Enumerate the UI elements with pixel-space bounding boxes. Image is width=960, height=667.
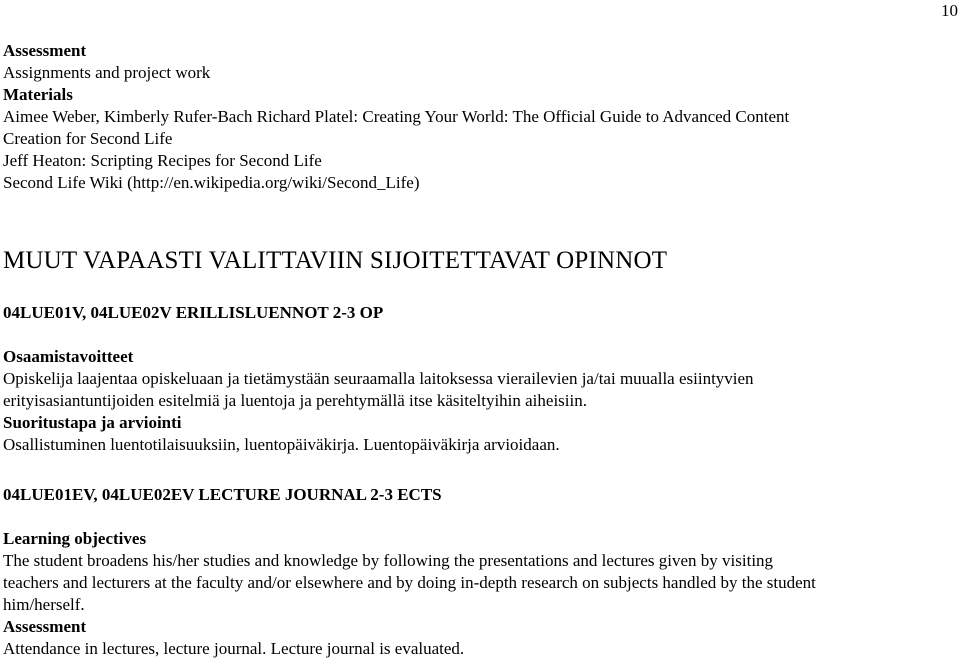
- course-fi-section: [3, 346, 954, 456]
- main-heading: MUUT VAPAASTI VALITTAVIIN SIJOITETTAVAT OPINNOT: [3, 247, 668, 274]
- course-fi-assessment-heading: Suoritustapa ja arviointi: [3, 413, 182, 432]
- previous-course-section: [3, 40, 954, 194]
- course-fi-objectives-line: Opiskelija laajentaa opiskeluaan ja tietämystään seuraamalla laitoksessa vierailevien ja/tai muualla esiintyvien: [3, 369, 754, 388]
- course-en-assessment-heading: Assessment: [3, 617, 87, 636]
- course-en-objectives-line: him/herself.: [3, 595, 85, 614]
- course-fi-objectives-line: erityisasiantuntijoiden esitelmiä ja luentoja ja perehtymällä itse käsiteltyihin aiheisiin.: [3, 391, 587, 410]
- course-en-title-block: [3, 484, 954, 506]
- course-en-objectives-line: The student broadens his/her studies and knowledge by following the presentations and lectures given by visiting: [3, 551, 774, 570]
- course-fi-title: 04LUE01V, 04LUE02V ERILLISLUENNOT 2-3 OP: [3, 303, 384, 322]
- course-fi-objectives-heading: Osaamistavoitteet: [3, 347, 134, 366]
- course-en-assessment-text: Attendance in lectures, lecture journal. Lecture journal is evaluated.: [3, 639, 465, 658]
- course-en-objectives-heading: Learning objectives: [3, 529, 147, 548]
- course-fi-assessment-text: Osallistuminen luentotilaisuuksiin, luentopäiväkirja. Luentopäiväkirja arvioidaan.: [3, 435, 560, 454]
- materials-line: Second Life Wiki (http://en.wikipedia.org/wiki/Second_Life): [3, 173, 420, 192]
- course-en-section: [3, 528, 954, 660]
- assessment-text: Assignments and project work: [3, 63, 211, 82]
- materials-line: Creation for Second Life: [3, 129, 173, 148]
- page-number: 10: [941, 1, 958, 20]
- course-en-title: 04LUE01EV, 04LUE02EV LECTURE JOURNAL 2-3 ECTS: [3, 485, 442, 504]
- course-en-objectives-line: teachers and lecturers at the faculty and/or elsewhere and by doing in-depth research on subjects handled by the student: [3, 573, 816, 592]
- assessment-heading: Assessment: [3, 41, 87, 60]
- main-heading-block: [3, 246, 954, 276]
- course-fi-title-block: [3, 302, 954, 324]
- materials-heading: Materials: [3, 85, 73, 104]
- materials-line: Jeff Heaton: Scripting Recipes for Second Life: [3, 151, 322, 170]
- materials-line: Aimee Weber, Kimberly Rufer-Bach Richard Platel: Creating Your World: The Official Guide to Advanced Content: [3, 107, 790, 126]
